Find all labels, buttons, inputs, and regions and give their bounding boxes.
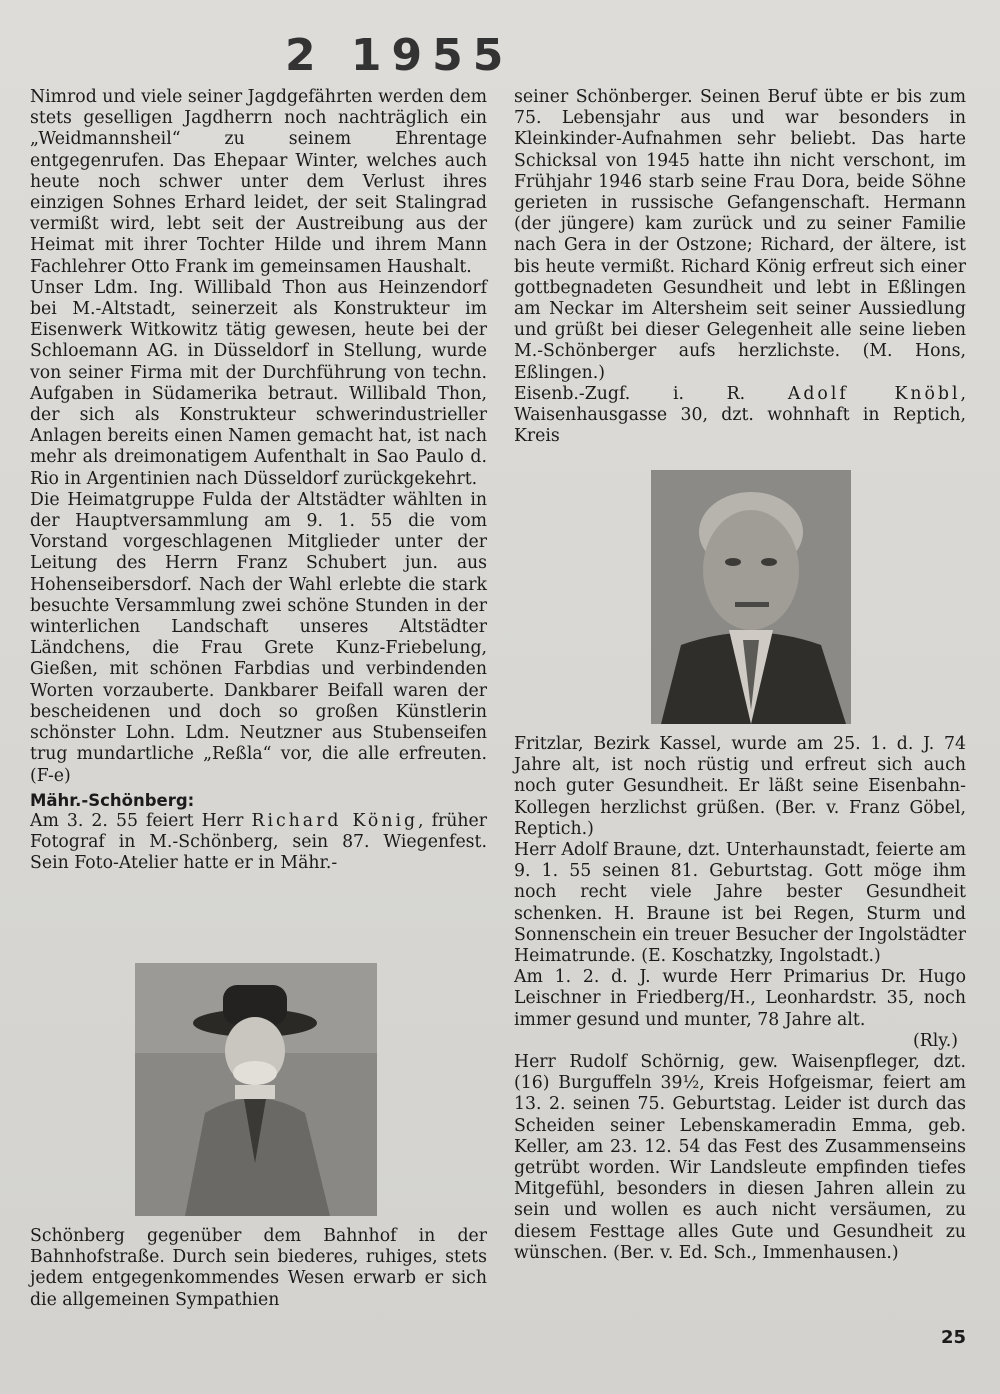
portrait-man-with-hat-image (135, 963, 377, 1216)
left-column (30, 87, 487, 875)
left-column-lower (30, 1226, 487, 1311)
paragraph-winter: Nimrod und viele seiner Jagdgefährten werden dem stets geselligen Jagdherrn noch nachträglich ein „Weidmannsheil“ zu seinem Ehrentage entgegenrufen. Das Ehepaar Winter, welches auch heute noch schwer unter dem Verlust ihres einzigen Sohnes Erhard leidet, der seit Stalingrad vermißt wird, lebt seit der Austreibung aus der Heimat mit ihrer Tochter Hilde und ihrem Mann Fachlehrer Otto Frank im gemeinsamen Haushalt. (30, 87, 487, 277)
knoebl-intro-end: , Waisenhausgasse 30, dzt. wohnhaft in Reptich, Kreis (514, 383, 966, 447)
koenig-intro-start: Am 3. 2. 55 feiert Herr (30, 810, 252, 831)
page-number: 25 (941, 1327, 967, 1348)
knoebl-name: Adolf Knöbl (787, 383, 961, 404)
section-heading-schoenberg: Mähr.-Schönberg: (30, 790, 195, 810)
knoebl-intro-start: Eisenb.-Zugf. i. R. (514, 383, 788, 404)
paragraph-leischner: Am 1. 2. d. J. wurde Herr Primarius Dr. Hugo Leischner in Friedberg/H., Leonhardstr. 35, noch immer gesund und munter, 78 Jahre alt. (514, 967, 966, 1030)
koenig-name: Richard König (251, 810, 419, 831)
paragraph-koenig-continued: Schönberg gegenüber dem Bahnhof in der Bahnhofstraße. Durch sein biederes, ruhiges, stets jedem entgegenkommendes Wesen erwarb er sich die allgemeinen Sympathien (30, 1226, 487, 1310)
photo-richard-koenig (135, 963, 377, 1216)
paragraph-koenig-life: seiner Schönberger. Seinen Beruf übte er bis zum 75. Lebensjahr aus und war besonders in Kleinkinder-Aufnahmen sehr beliebt. Das harte Schicksal von 1945 hatte ihn nicht verschont, im Frühjahr 1946 starb seine Frau Dora, beide Söhne gerieten in russische Gefangenschaft. Hermann (der jüngere) kam zurück und zu seiner Familie nach Gera in der Ostzone; Richard, der ältere, ist bis heute vermißt. Richard König erfreut sich einer gottbegnadeten Gesundheit und lebt in Eßlingen am Neckar im Altersheim seit seiner Aussiedlung und grüßt bei dieser Gelegenheit alle seine lieben M.-Schönberger aufs herzlichste. (M. Hons, Eßlingen.) (514, 87, 966, 383)
right-column-lower (514, 734, 966, 1264)
issue-header: 2 1955 (285, 30, 514, 81)
paragraph-koenig-intro (30, 811, 487, 875)
paragraph-fulda: Die Heimatgruppe Fulda der Altstädter wählten in der Hauptversammlung am 9. 1. 55 die vom Vorstand vorgeschlagenen Mitglieder unter der Leitung des Herrn Franz Schubert jun. aus Hohenseibersdorf. Nach der Wahl erlebte die stark besuchte Versammlung zwei schöne Stunden in der winterlichen Landschaft unseres Altstädter Ländchens, die Frau Grete Kunz-Friebelung, Gießen, mit schönen Farbdias und verbindenden Worten vorzauberte. Dankbarer Beifall waren der bescheidenen und doch so großen Künstlerin schönster Lohn. Ldm. Neutzner aus Stubenseifen trug mundartliche „Reßla“ vor, die alle erfreuten. (F-e) (30, 489, 487, 786)
paragraph-knoebl-continued: Fritzlar, Bezirk Kassel, wurde am 25. 1. d. J. 74 Jahre alt, ist noch rüstig und erfreut sich auch noch guter Gesundheit. Er läßt seine Eisenbahn-Kollegen herzlichst grüßen. (Ber. v. Franz Göbel, Reptich.) (514, 734, 966, 839)
portrait-elderly-man-image (651, 470, 851, 724)
paragraph-knoebl-intro (514, 384, 966, 448)
paragraph-thon: Unser Ldm. Ing. Willibald Thon aus Heinzendorf bei M.-Altstadt, seinerzeit als Konstrukteur im Eisenwerk Witkowitz tätig gewesen, heute bei der Schloemann AG. in Düsseldorf in Stellung, wurde von seiner Firma mit der Durchführung von techn. Aufgaben in Südamerika betraut. Willibald Thon, der sich als Konstrukteur schwerindustrieller Anlagen bereits einen Namen gemacht hat, ist nach mehr als dreimonatigem Aufenthalt in Sao Paulo d. Rio in Argentinien nach Düsseldorf zurückgekehrt. (30, 277, 487, 489)
leischner-credit: (Rly.) (913, 1030, 958, 1051)
paragraph-schoernig: Herr Rudolf Schörnig, gew. Waisenpfleger, dzt. (16) Burguffeln 39½, Kreis Hofgeismar, feiert am 13. 2. seinen 75. Geburtstag. Leider ist durch das Scheiden seiner Lebenskameradin Emma, geb. Keller, am 23. 12. 54 das Fest des Zusammenseins getrübt worden. Wir Landsleute empfinden tiefes Mitgefühl, besonders in diesen Jahren allein zu sein und wollen es auch nicht versäumen, zu diesem Festtage alles Gute und Gesundheit zu wünschen. (Ber. v. Ed. Sch., Immenhausen.) (514, 1052, 966, 1263)
paragraph-braune: Herr Adolf Braune, dzt. Unterhaunstadt, feierte am 9. 1. 55 seinen 81. Geburtstag. Gott möge ihm noch recht viele Jahre bester Gesundheit schenken. H. Braune ist bei Regen, Sturm und Sonnenschein ein treuer Besucher der Ingolstädter Heimatrunde. (E. Koschatzky, Ingolstadt.) (514, 840, 966, 967)
koenig-intro-end: , früher Fotograf in M.-Schönberg, sein 87. Wiegenfest. Sein Foto-Atelier hatte er in Mähr.- (30, 810, 487, 874)
photo-adolf-knoebl (651, 470, 851, 724)
right-column (514, 87, 966, 447)
